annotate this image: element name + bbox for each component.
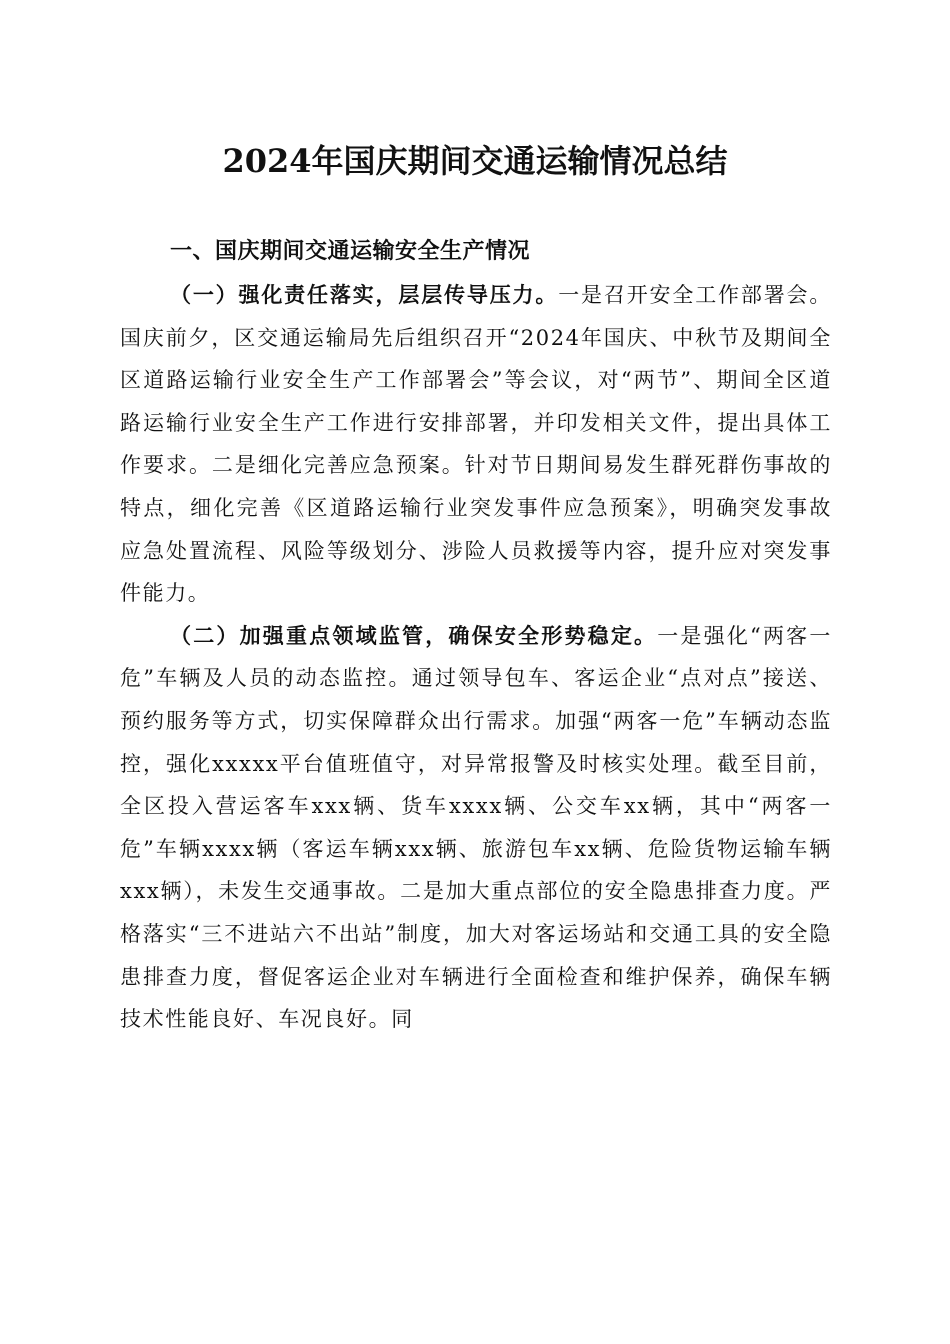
paragraph-2-lead: （二）加强重点领域监管，确保安全形势稳定。 [170,622,658,648]
paragraph-1-lead: （一）强化责任落实，层层传导压力。 [170,282,559,307]
paragraph-2-body: 一是强化“两客一危”车辆及人员的动态监控。通过领导包车、客运企业“点对点”接送、预约服务等方式，切实保障群众出行需求。加强“两客一危”车辆动态监控，强化xxxxx平台值班值守，对异常报警及时核实处理。截至目前，全区投入营运客车xxx辆、货车xxxx辆、公交车xx辆，其中“两客一危”车辆xxxx辆（客运车辆xxx辆、旅游包车xx辆、危险货物运输车辆xxx辆），未发生交通事故。二是加大重点部位的安全隐患排查力度。严格落实“三不进站六不出站”制度，加大对客运场站和交通工具的安全隐患排查力度，督促客运企业对车辆进行全面检查和维护保养，确保车辆技术性能良好、车况良好。同 [120,623,832,1032]
paragraph-1 [120,274,832,615]
section-heading: 一、国庆期间交通运输安全生产情况 [170,239,531,264]
document-body [120,230,832,1041]
document-title: 2024年国庆期间交通运输情况总结 [222,142,728,180]
paragraph-1-body: 一是召开安全工作部署会。国庆前夕，区交通运输局先后组织召开“2024年国庆、中秋节及期间全区道路运输行业安全生产工作部署会”等会议，对“两节”、期间全区道路运输行业安全生产工作进行安排部署，并印发相关文件，提出具体工作要求。二是细化完善应急预案。针对节日期间易发生群死群伤事故的特点，细化完善《区道路运输行业突发事件应急预案》，明确突发事故应急处置流程、风险等级划分、涉险人员救援等内容，提升应对突发事件能力。 [120,283,832,606]
paragraph-2 [120,615,832,1041]
